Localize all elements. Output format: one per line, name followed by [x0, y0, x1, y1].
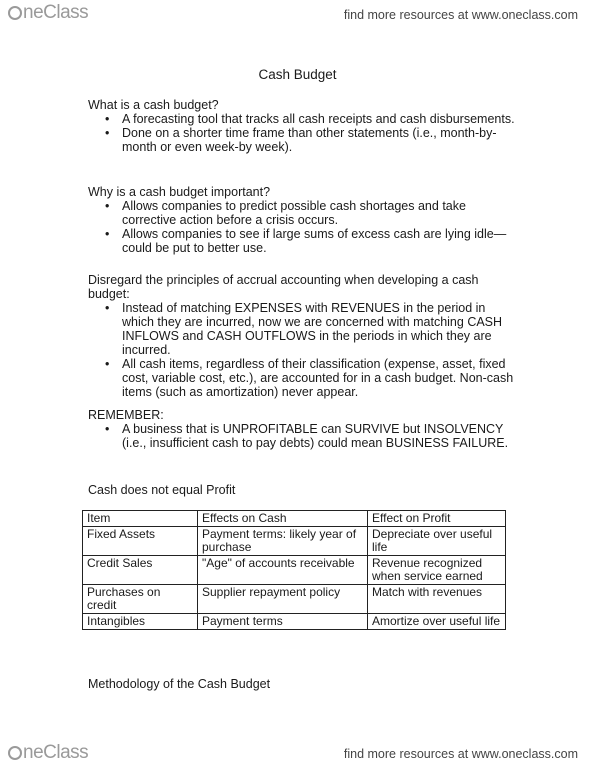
page-title: Cash Budget	[258, 67, 337, 82]
table-cell: Fixed Assets	[83, 527, 198, 556]
table-header-cell: Item	[83, 511, 198, 527]
logo-circle-icon	[8, 6, 22, 20]
table-header-cell: Effect on Profit	[368, 511, 506, 527]
table-header-row	[83, 511, 506, 527]
table-row	[83, 585, 506, 614]
bullet-item: • Done on a shorter time frame than other statements (i.e., month-by-month or even week-by week).	[88, 126, 518, 154]
table-cell: Amortize over useful life	[368, 614, 506, 630]
table-cell: Match with revenues	[368, 585, 506, 614]
oneclass-logo: neClass	[8, 3, 88, 23]
bullet-item: • A forecasting tool that tracks all cash receipts and cash disbursements.	[88, 112, 518, 126]
section-heading: Why is a cash budget important?	[88, 185, 271, 199]
section-heading: REMEMBER:	[88, 408, 164, 422]
section-remember	[88, 408, 518, 450]
table-cell: Purchases on credit	[83, 585, 198, 614]
section-heading: Disregard the principles of accrual accounting when developing a cash budget:	[88, 273, 479, 301]
table-cell: Supplier repayment policy	[198, 585, 368, 614]
table-cell: Depreciate over useful life	[368, 527, 506, 556]
table-row	[83, 556, 506, 585]
oneclass-logo-footer: neClass	[8, 743, 88, 763]
table-row	[83, 614, 506, 630]
bullet-item: • All cash items, regardless of their classification (expense, asset, fixed cost, variable cost, etc.), are accounted for in a cash budget. Non-cash items (such as amortization) never appear.	[88, 357, 518, 399]
table-cell: Intangibles	[83, 614, 198, 630]
logo-circle-icon	[8, 746, 22, 760]
table-row	[83, 527, 506, 556]
table-cell: Credit Sales	[83, 556, 198, 585]
bullet-item: • Allows companies to predict possible cash shortages and take corrective action before a crisis occurs.	[88, 199, 518, 227]
section-why-important	[88, 185, 518, 255]
cash-vs-profit-table	[82, 510, 506, 630]
bullet-item: • Allows companies to see if large sums of excess cash are lying idle—could be put to better use.	[88, 227, 518, 255]
table-cell: Payment terms: likely year of purchase	[198, 527, 368, 556]
footer-tagline[interactable]: find more resources at www.oneclass.com	[343, 747, 578, 761]
table-caption: Cash does not equal Profit	[88, 483, 236, 497]
table-cell: "Age" of accounts receivable	[198, 556, 368, 585]
bullet-item: • A business that is UNPROFITABLE can SURVIVE but INSOLVENCY (i.e., insufficient cash to pay debts) could mean BUSINESS FAILURE.	[88, 422, 518, 450]
table-cell: Payment terms	[198, 614, 368, 630]
bullet-item: • Instead of matching EXPENSES with REVENUES in the period in which they are incurred, now we are concerned with matching CASH INFLOWS and CASH OUTFLOWS in the periods in which they are incurred.	[88, 301, 518, 357]
header-tagline[interactable]: find more resources at www.oneclass.com	[343, 8, 578, 22]
section-heading: What is a cash budget?	[88, 98, 219, 112]
table-cell: Revenue recognized when service earned	[368, 556, 506, 585]
methodology-heading: Methodology of the Cash Budget	[88, 677, 271, 691]
section-disregard-accrual	[88, 273, 518, 399]
table-header-cell: Effects on Cash	[198, 511, 368, 527]
section-what-is	[88, 98, 518, 154]
